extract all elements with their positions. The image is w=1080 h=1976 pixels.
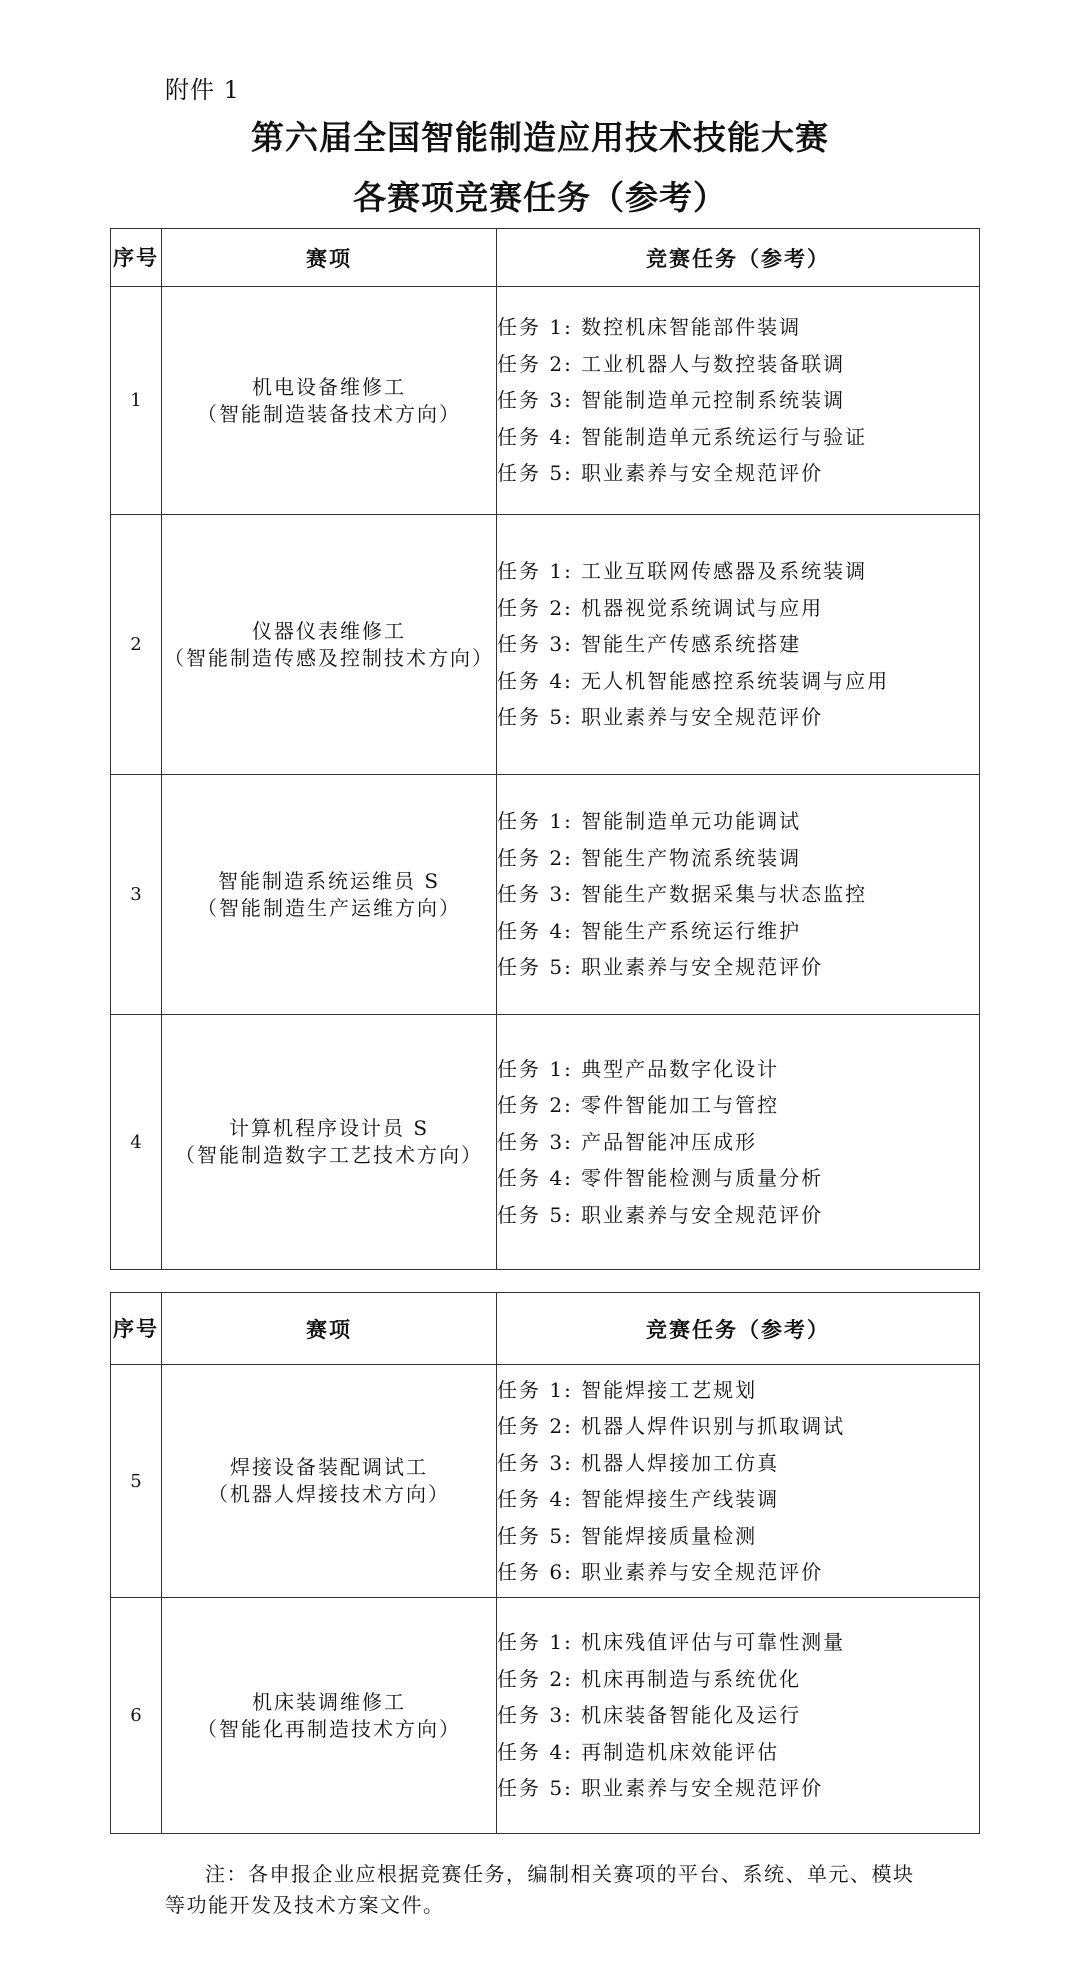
event-name-cell	[162, 775, 497, 1015]
event-direction: （智能制造装备技术方向）	[197, 401, 461, 426]
attachment-label: 附件 1	[165, 76, 240, 104]
task-item: 任务 3: 机器人焊接加工仿真	[497, 1450, 780, 1475]
task-item: 任务 2: 零件智能加工与管控	[497, 1093, 780, 1118]
task-item: 任务 1: 智能焊接工艺规划	[497, 1377, 758, 1402]
event-name: 焊接设备装配调试工	[230, 1455, 428, 1479]
task-item: 任务 2: 机床再制造与系统优化	[497, 1666, 802, 1691]
header-tasks: 竞赛任务（参考）	[497, 1293, 980, 1365]
event-name: 仪器仪表维修工	[252, 618, 406, 643]
table-row	[111, 1598, 980, 1834]
task-item: 任务 4: 智能生产系统运行维护	[497, 918, 802, 943]
event-name-cell	[162, 287, 497, 515]
row-number: 1	[111, 287, 162, 515]
task-item: 任务 2: 机器人焊件识别与抓取调试	[497, 1414, 846, 1438]
task-item: 任务 5: 职业素养与安全规范评价	[497, 955, 824, 980]
task-item: 任务 3: 产品智能冲压成形	[497, 1129, 758, 1154]
table-row	[111, 1365, 980, 1598]
row-number: 6	[111, 1598, 162, 1834]
event-name: 机电设备维修工	[252, 374, 406, 399]
table-header-row	[111, 1293, 980, 1365]
row-number: 5	[111, 1365, 162, 1598]
event-name: 机床装调维修工	[252, 1689, 406, 1714]
task-item: 任务 4: 再制造机床效能评估	[497, 1739, 780, 1764]
task-item: 任务 1: 数控机床智能部件装调	[497, 315, 802, 340]
task-item: 任务 2: 工业机器人与数控装备联调	[497, 351, 846, 376]
row-number: 2	[111, 515, 162, 775]
task-list-cell	[497, 1598, 980, 1834]
document-subtitle: 各赛项竞赛任务（参考）	[353, 178, 727, 217]
task-item: 任务 4: 智能焊接生产线装调	[497, 1487, 780, 1511]
table-header-row	[111, 229, 980, 287]
task-list-cell	[497, 775, 980, 1015]
task-list-cell	[497, 1015, 980, 1270]
event-direction: （智能制造传感及控制技术方向）	[164, 645, 494, 670]
task-item: 任务 2: 机器视觉系统调试与应用	[497, 595, 824, 620]
task-item: 任务 4: 零件智能检测与质量分析	[497, 1166, 824, 1191]
task-item: 任务 5: 职业素养与安全规范评价	[497, 1202, 824, 1227]
task-item: 任务 4: 无人机智能感控系统装调与应用	[497, 668, 890, 693]
task-item: 任务 4: 智能制造单元系统运行与验证	[497, 424, 868, 449]
task-item: 任务 5: 职业素养与安全规范评价	[497, 1776, 824, 1801]
task-item: 任务 3: 机床装备智能化及运行	[497, 1703, 802, 1728]
row-number: 3	[111, 775, 162, 1015]
task-item: 任务 1: 智能制造单元功能调试	[497, 809, 802, 834]
event-direction: （智能制造生产运维方向）	[197, 895, 461, 920]
header-event: 赛项	[162, 229, 497, 287]
footnote: 注：各申报企业应根据竞赛任务，编制相关赛项的平台、系统、单元、模块等功能开发及技术方案文件。	[165, 1862, 915, 1917]
task-item: 任务 5: 职业素养与安全规范评价	[497, 461, 824, 486]
event-name-cell	[162, 515, 497, 775]
tasks-table-1	[110, 228, 980, 1270]
table-row	[111, 515, 980, 775]
task-item: 任务 6: 职业素养与安全规范评价	[497, 1560, 824, 1584]
header-tasks: 竞赛任务（参考）	[497, 229, 980, 287]
event-direction: （智能制造数字工艺技术方向）	[175, 1143, 483, 1167]
task-list-cell	[497, 1365, 980, 1598]
table-row	[111, 287, 980, 515]
task-list-cell	[497, 515, 980, 775]
task-item: 任务 5: 职业素养与安全规范评价	[497, 705, 824, 730]
event-name: 智能制造系统运维员 S	[217, 868, 441, 893]
event-name-cell	[162, 1015, 497, 1270]
task-item: 任务 1: 机床残值评估与可靠性测量	[497, 1630, 846, 1655]
event-direction: （机器人焊接技术方向）	[208, 1482, 450, 1506]
table-row	[111, 1015, 980, 1270]
event-name-cell	[162, 1365, 497, 1598]
event-direction: （智能化再制造技术方向）	[197, 1716, 461, 1741]
task-item: 任务 1: 工业互联网传感器及系统装调	[497, 559, 868, 584]
task-item: 任务 2: 智能生产物流系统装调	[497, 845, 802, 870]
task-item: 任务 3: 智能生产数据采集与状态监控	[497, 882, 868, 907]
task-item: 任务 3: 智能制造单元控制系统装调	[497, 388, 846, 413]
task-list-cell	[497, 287, 980, 515]
header-num: 序号	[111, 229, 162, 287]
table-row	[111, 775, 980, 1015]
event-name: 计算机程序设计员 S	[228, 1116, 430, 1140]
task-item: 任务 1: 典型产品数字化设计	[497, 1056, 780, 1081]
row-number: 4	[111, 1015, 162, 1270]
header-event: 赛项	[162, 1293, 497, 1365]
document-title: 第六届全国智能制造应用技术技能大赛	[251, 118, 829, 157]
task-item: 任务 5: 智能焊接质量检测	[497, 1523, 758, 1548]
tasks-table-2	[110, 1292, 980, 1834]
task-item: 任务 3: 智能生产传感系统搭建	[497, 632, 802, 657]
header-num: 序号	[111, 1293, 162, 1365]
event-name-cell	[162, 1598, 497, 1834]
